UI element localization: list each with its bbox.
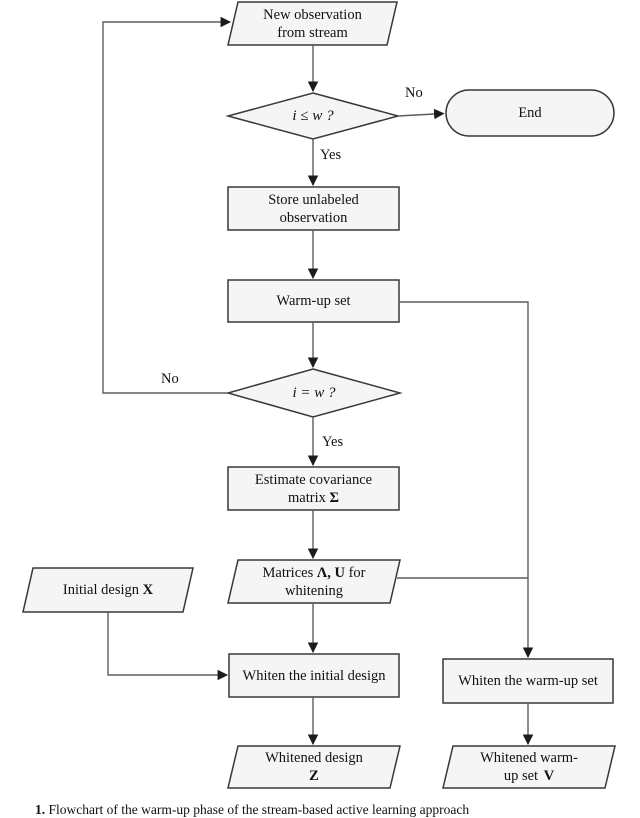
- edge-initial-to-whiten-initial: [108, 612, 227, 675]
- whitened-design-node-label: Whitened design Z: [265, 750, 363, 784]
- estimate-node-shape: [228, 467, 399, 510]
- edge-label-no-top: No: [405, 85, 423, 101]
- store-node-shape: [228, 187, 399, 230]
- edge-warmup-to-whiten-warmup: [399, 302, 528, 657]
- decision2-label: i = w ?: [292, 385, 336, 401]
- edge-label-yes-bottom: Yes: [322, 434, 344, 450]
- edge-decision1-to-end: [398, 114, 444, 117]
- whiten-initial-node-shape: [229, 654, 399, 697]
- initial-design-node-label: Initial design X: [62, 582, 154, 598]
- end-node-label: End: [518, 105, 542, 121]
- start-node-label: New observation from stream: [263, 6, 362, 41]
- warmup-node-label: Warm-up set: [276, 293, 351, 309]
- start-node-shape: [228, 2, 397, 45]
- matrices-node-label: Matrices Λ, U for whitening: [262, 564, 366, 599]
- whiten-initial-node-label: Whiten the initial design: [242, 667, 386, 684]
- warmup-node-shape: [228, 280, 399, 322]
- decision2-shape: [228, 369, 400, 417]
- decision1-label: i ≤ w ?: [292, 108, 334, 124]
- decision1-shape: [228, 93, 398, 139]
- whitened-warmup-node-shape: [443, 746, 615, 788]
- figure-caption-text: Flowchart of the warm-up phase of the stream-based active learning approach: [48, 802, 470, 817]
- edge-label-yes-top: Yes: [320, 147, 342, 163]
- estimate-node-label: Estimate covariance matrix Σ: [254, 471, 373, 506]
- initial-design-node-shape: [23, 568, 193, 612]
- edge-decision2-loop-back: [103, 22, 230, 393]
- whiten-warmup-node-label: Whiten the warm-up set: [458, 673, 598, 689]
- store-node-label: Store unlabeled observation: [268, 191, 359, 226]
- matrices-node-shape: [228, 560, 400, 603]
- whiten-warmup-node-shape: [443, 659, 613, 703]
- edge-label-no-left: No: [161, 371, 179, 387]
- end-node-shape: [446, 90, 614, 136]
- figure-caption: [35, 801, 640, 818]
- whitened-warmup-node-label: Whitened warm- up set V: [480, 750, 578, 784]
- figure-caption-number: 1.: [35, 802, 46, 817]
- whitened-design-node-shape: [228, 746, 400, 788]
